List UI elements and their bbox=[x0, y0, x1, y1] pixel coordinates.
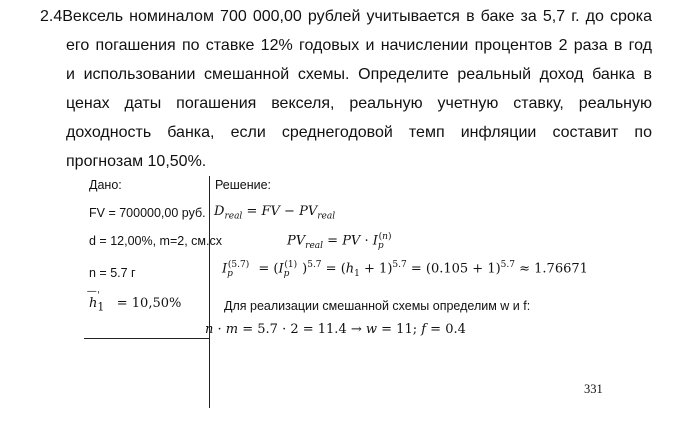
page-number: 331 bbox=[584, 382, 603, 396]
problem-line-5: доходность банка, если среднегодовой темп инфляции составит по bbox=[66, 124, 652, 141]
problem-line-4: ценах даты погашения векселя, реальную учетную ставку, реальную bbox=[66, 95, 652, 112]
formula-real-pv: $PV_{real}$ = PV · $I_p^{(n)}$ bbox=[287, 232, 392, 251]
given-heading: Дано: bbox=[89, 178, 122, 192]
solution-heading: Решение: bbox=[215, 178, 272, 192]
solution-note: Для реализации смешанной схемы определим w и f: bbox=[224, 299, 531, 313]
formula-real-income: $D_{real}$ = FV − $PV_{real}$ bbox=[214, 204, 336, 222]
formula-w-f: n · m = 5.7 · 2 = 11.4 → w = 11; f = 0.4 bbox=[205, 322, 466, 337]
given-inflation: $h_1^{'—}= 10,50\%$ bbox=[86, 286, 182, 314]
problem-line-3: и использовании смешанной схемы. Определите реальный доход банка в bbox=[66, 66, 652, 83]
given-inflation-value: = 10,50% bbox=[116, 296, 182, 311]
problem-line-1: 2.4Вексель номиналом 700 000,00 рублей учитывается в баке за 5,7 г. до срока bbox=[40, 8, 652, 25]
problem-line-2: его погашения по ставке 12% годовых и начислении процентов 2 раза в год bbox=[66, 37, 652, 54]
divider-vertical bbox=[209, 176, 210, 408]
divider-horizontal bbox=[84, 338, 210, 339]
problem-line-6: прогнозам 10,50%. bbox=[66, 153, 207, 170]
given-fv: FV = 700000,00 руб. bbox=[89, 206, 206, 220]
formula-inflation-index: $I_p^{(5.7)} = (I_p^{(1)}$ )$^{5.7} = (h_1 + 1)^{5.7} = (0.105 + 1)^{5.7} \approx 1.76671$ bbox=[222, 260, 588, 279]
given-term: n = 5.7 г bbox=[89, 266, 136, 280]
given-rate: d = 12,00%, m=2, см.сх bbox=[89, 234, 222, 248]
